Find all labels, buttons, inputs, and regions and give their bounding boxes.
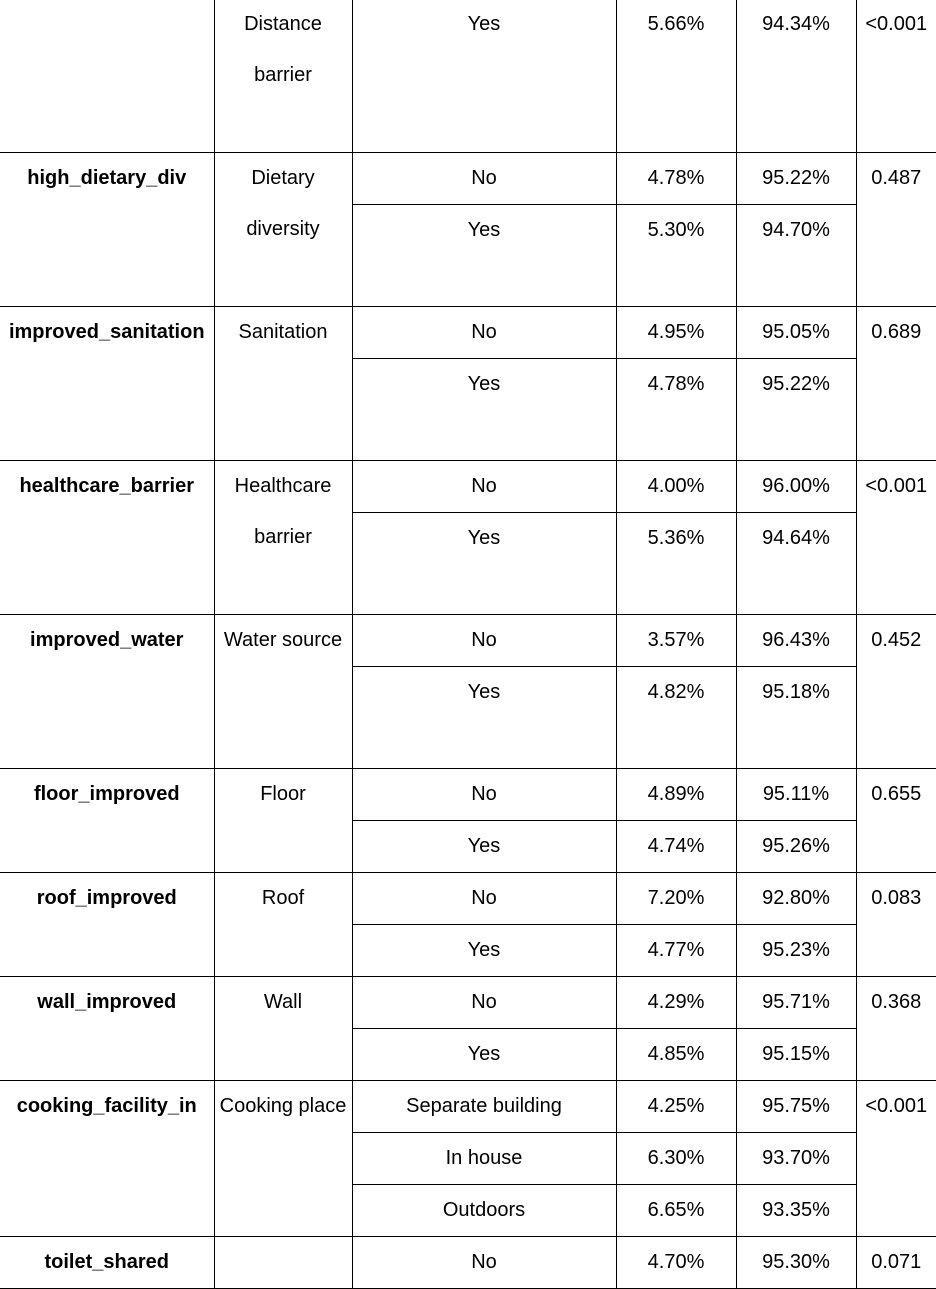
category-cell xyxy=(352,615,616,667)
variable-name-cell xyxy=(0,615,214,769)
percent-b-cell xyxy=(736,153,856,205)
category-cell-text: No xyxy=(353,615,616,666)
percent-a-cell-text: 4.77% xyxy=(617,925,736,976)
variable-name-cell xyxy=(0,977,214,1081)
category-cell xyxy=(352,1185,616,1237)
percent-b-cell-text: 95.11% xyxy=(737,769,856,820)
variable-label-cell-text: Dietary diversity xyxy=(215,153,352,255)
p-value-cell xyxy=(856,873,936,977)
percent-b-cell-text: 96.00% xyxy=(737,461,856,512)
category-cell-text: Yes xyxy=(353,667,616,718)
percent-b-cell-text: 95.22% xyxy=(737,153,856,204)
percent-b-cell xyxy=(736,205,856,307)
percent-a-cell xyxy=(616,615,736,667)
category-cell-text: In house xyxy=(353,1133,616,1184)
percent-b-cell xyxy=(736,615,856,667)
table-row xyxy=(0,307,936,359)
category-cell xyxy=(352,359,616,461)
percent-a-cell xyxy=(616,0,736,153)
percent-b-cell-text: 95.22% xyxy=(737,359,856,410)
variable-name-cell-text: floor_improved xyxy=(0,769,214,820)
category-cell-text: No xyxy=(353,769,616,820)
percent-a-cell-text: 7.20% xyxy=(617,873,736,924)
table-row xyxy=(0,873,936,925)
variable-name-cell-text: improved_water xyxy=(0,615,214,666)
table-row xyxy=(0,1081,936,1133)
percent-b-cell-text: 94.64% xyxy=(737,513,856,564)
table-row xyxy=(0,1237,936,1289)
percent-a-cell xyxy=(616,461,736,513)
category-cell-text: Yes xyxy=(353,0,616,50)
percent-a-cell xyxy=(616,359,736,461)
category-cell xyxy=(352,1237,616,1289)
percent-a-cell-text: 4.00% xyxy=(617,461,736,512)
variable-name-cell-text: high_dietary_div xyxy=(0,153,214,204)
p-value-cell xyxy=(856,153,936,307)
percent-a-cell xyxy=(616,873,736,925)
percent-b-cell-text: 93.70% xyxy=(737,1133,856,1184)
p-value-cell-text: 0.083 xyxy=(857,873,936,924)
p-value-cell-text: <0.001 xyxy=(857,461,936,512)
p-value-cell-text: 0.368 xyxy=(857,977,936,1028)
percent-b-cell xyxy=(736,821,856,873)
percent-b-cell-text: 95.23% xyxy=(737,925,856,976)
percent-a-cell xyxy=(616,667,736,769)
table-row xyxy=(0,461,936,513)
p-value-cell xyxy=(856,769,936,873)
p-value-cell xyxy=(856,0,936,153)
percent-a-cell xyxy=(616,153,736,205)
category-cell xyxy=(352,667,616,769)
category-cell-text: Yes xyxy=(353,205,616,256)
percent-b-cell xyxy=(736,1237,856,1289)
variable-label-cell xyxy=(214,1081,352,1237)
percent-a-cell-text: 4.78% xyxy=(617,153,736,204)
percent-b-cell xyxy=(736,0,856,153)
percent-b-cell xyxy=(736,1185,856,1237)
p-value-cell-text: 0.071 xyxy=(857,1237,936,1288)
percent-a-cell-text: 4.89% xyxy=(617,769,736,820)
variable-name-cell xyxy=(0,873,214,977)
percent-a-cell xyxy=(616,1185,736,1237)
table-row xyxy=(0,615,936,667)
category-cell-text: No xyxy=(353,873,616,924)
category-cell-text: No xyxy=(353,153,616,204)
percent-b-cell xyxy=(736,1133,856,1185)
p-value-cell-text: 0.689 xyxy=(857,307,936,358)
category-cell-text: No xyxy=(353,1237,616,1288)
percent-a-cell-text: 4.82% xyxy=(617,667,736,718)
category-cell xyxy=(352,307,616,359)
table-row xyxy=(0,769,936,821)
variable-name-cell-text: wall_improved xyxy=(0,977,214,1028)
category-cell-text: Yes xyxy=(353,513,616,564)
variable-name-cell-text: toilet_shared xyxy=(0,1237,214,1288)
percent-a-cell-text: 5.66% xyxy=(617,0,736,50)
percent-b-cell xyxy=(736,1029,856,1081)
percent-a-cell-text: 4.78% xyxy=(617,359,736,410)
percent-a-cell xyxy=(616,1133,736,1185)
percent-b-cell xyxy=(736,513,856,615)
percent-b-cell-text: 95.15% xyxy=(737,1029,856,1080)
variable-label-cell-text: Sanitation xyxy=(215,307,352,358)
percent-b-cell-text: 95.30% xyxy=(737,1237,856,1288)
category-cell xyxy=(352,821,616,873)
category-cell-text: No xyxy=(353,307,616,358)
variable-label-cell-text: Roof xyxy=(215,873,352,924)
variable-name-cell xyxy=(0,1081,214,1237)
percent-a-cell-text: 4.25% xyxy=(617,1081,736,1132)
table-row xyxy=(0,153,936,205)
percent-b-cell-text: 96.43% xyxy=(737,615,856,666)
variable-name-cell-text: roof_improved xyxy=(0,873,214,924)
percent-a-cell xyxy=(616,925,736,977)
variable-name-cell xyxy=(0,0,214,153)
percent-a-cell xyxy=(616,205,736,307)
category-cell-text: No xyxy=(353,461,616,512)
variable-label-cell-text: Healthcare barrier xyxy=(215,461,352,563)
variable-name-cell xyxy=(0,1237,214,1289)
percent-a-cell-text: 4.74% xyxy=(617,821,736,872)
p-value-cell xyxy=(856,615,936,769)
percent-b-cell xyxy=(736,667,856,769)
variable-label-cell xyxy=(214,1237,352,1289)
percent-a-cell-text: 4.85% xyxy=(617,1029,736,1080)
percent-b-cell xyxy=(736,977,856,1029)
percent-a-cell-text: 3.57% xyxy=(617,615,736,666)
percent-a-cell-text: 6.65% xyxy=(617,1185,736,1236)
variable-label-cell-text: Floor xyxy=(215,769,352,820)
category-cell xyxy=(352,1133,616,1185)
percent-b-cell xyxy=(736,769,856,821)
percent-b-cell-text: 93.35% xyxy=(737,1185,856,1236)
variable-name-cell-text: cooking_facility_in xyxy=(0,1081,214,1132)
p-value-cell xyxy=(856,1237,936,1289)
percent-b-cell-text: 95.71% xyxy=(737,977,856,1028)
variable-label-cell-text: Cooking place xyxy=(215,1081,352,1132)
percent-b-cell xyxy=(736,307,856,359)
p-value-cell-text: <0.001 xyxy=(857,1081,936,1132)
category-cell-text: No xyxy=(353,977,616,1028)
variable-name-cell xyxy=(0,307,214,461)
percent-b-cell-text: 95.26% xyxy=(737,821,856,872)
variable-label-cell xyxy=(214,977,352,1081)
variable-name-cell xyxy=(0,153,214,307)
category-cell xyxy=(352,0,616,153)
percent-a-cell xyxy=(616,1237,736,1289)
category-cell-text: Yes xyxy=(353,359,616,410)
category-cell xyxy=(352,1081,616,1133)
category-cell xyxy=(352,977,616,1029)
variable-name-cell-text: improved_sanitation xyxy=(0,307,214,358)
p-value-cell-text: 0.655 xyxy=(857,769,936,820)
category-cell xyxy=(352,1029,616,1081)
category-cell xyxy=(352,461,616,513)
percent-a-cell-text: 5.30% xyxy=(617,205,736,256)
variable-name-cell-text: healthcare_barrier xyxy=(0,461,214,512)
percent-a-cell xyxy=(616,977,736,1029)
percent-a-cell-text: 4.29% xyxy=(617,977,736,1028)
p-value-cell-text: 0.452 xyxy=(857,615,936,666)
category-cell xyxy=(352,153,616,205)
percent-a-cell xyxy=(616,769,736,821)
percent-b-cell-text: 95.75% xyxy=(737,1081,856,1132)
table-row xyxy=(0,0,936,153)
percent-a-cell xyxy=(616,1081,736,1133)
percent-b-cell xyxy=(736,873,856,925)
percent-a-cell-text: 4.70% xyxy=(617,1237,736,1288)
variable-label-cell-text: Wall xyxy=(215,977,352,1028)
variable-label-cell xyxy=(214,0,352,153)
category-cell-text: Yes xyxy=(353,821,616,872)
variable-label-cell-text: Water source xyxy=(215,615,352,666)
p-value-cell-text: 0.487 xyxy=(857,153,936,204)
percent-a-cell-text: 4.95% xyxy=(617,307,736,358)
category-cell xyxy=(352,513,616,615)
variable-label-cell xyxy=(214,153,352,307)
p-value-cell xyxy=(856,977,936,1081)
p-value-cell xyxy=(856,1081,936,1237)
variable-label-cell xyxy=(214,873,352,977)
variable-label-cell xyxy=(214,769,352,873)
p-value-cell-text: <0.001 xyxy=(857,0,936,50)
category-cell-text: Separate building xyxy=(353,1081,616,1132)
variable-label-cell xyxy=(214,615,352,769)
category-cell-text: Yes xyxy=(353,925,616,976)
variable-label-cell xyxy=(214,461,352,615)
variable-name-cell xyxy=(0,461,214,615)
percent-b-cell-text: 95.18% xyxy=(737,667,856,718)
variable-label-cell-text: Distance barrier xyxy=(215,0,352,101)
category-cell-text: Outdoors xyxy=(353,1185,616,1236)
variable-name-cell xyxy=(0,769,214,873)
percent-a-cell-text: 5.36% xyxy=(617,513,736,564)
percent-a-cell xyxy=(616,513,736,615)
category-cell xyxy=(352,873,616,925)
p-value-cell xyxy=(856,307,936,461)
p-value-cell xyxy=(856,461,936,615)
percent-a-cell xyxy=(616,821,736,873)
table-row xyxy=(0,977,936,1029)
percent-a-cell xyxy=(616,1029,736,1081)
percent-b-cell-text: 94.70% xyxy=(737,205,856,256)
percent-b-cell xyxy=(736,461,856,513)
percent-b-cell-text: 92.80% xyxy=(737,873,856,924)
percent-b-cell xyxy=(736,1081,856,1133)
category-cell xyxy=(352,205,616,307)
percent-b-cell xyxy=(736,925,856,977)
category-cell xyxy=(352,769,616,821)
percent-b-cell-text: 94.34% xyxy=(737,0,856,50)
percent-b-cell-text: 95.05% xyxy=(737,307,856,358)
percent-a-cell xyxy=(616,307,736,359)
variable-label-cell xyxy=(214,307,352,461)
percent-a-cell-text: 6.30% xyxy=(617,1133,736,1184)
category-cell-text: Yes xyxy=(353,1029,616,1080)
percent-b-cell xyxy=(736,359,856,461)
category-cell xyxy=(352,925,616,977)
